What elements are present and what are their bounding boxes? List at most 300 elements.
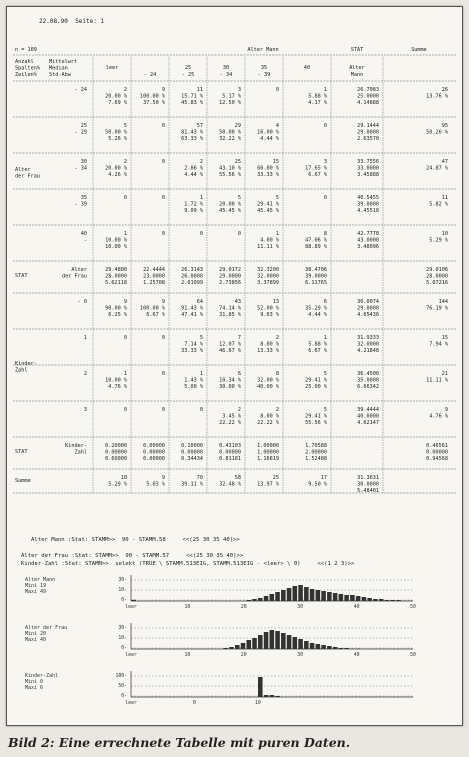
cell-value: 63.33 %	[181, 136, 203, 142]
histogram-bar	[304, 587, 309, 601]
histogram-bar	[293, 586, 298, 601]
sum-value: 50.26 %	[426, 129, 448, 136]
cell-value: 12.50 %	[219, 100, 241, 106]
sum-value: 4.76 %	[429, 413, 448, 420]
stat-cell: 2.00000	[305, 449, 327, 456]
histogram-bar	[310, 589, 315, 601]
y-tick-label: 0-	[121, 646, 127, 651]
sum-value: 5.29 %	[429, 237, 448, 244]
row-label: 1	[83, 335, 87, 341]
histogram-bar	[270, 594, 275, 601]
cell-value: 50.00 %	[219, 129, 241, 136]
stat-value: 6.66342	[357, 384, 379, 390]
column-header: 35	[260, 65, 268, 71]
row-label: 25	[80, 123, 87, 129]
summe-cell: 17	[320, 475, 327, 481]
cell-value: 37.50 %	[143, 100, 165, 106]
histogram-bar	[258, 635, 263, 649]
cell-value: 29.41 %	[305, 377, 327, 384]
cell-value: 12.07 %	[219, 341, 241, 348]
stat-cell: 29.0000	[219, 273, 241, 280]
stat-row-label: Alter	[71, 267, 87, 273]
cell-value: 60.00 %	[257, 165, 279, 172]
cell-value: 29.41 %	[257, 201, 279, 208]
stat-value: 2.63570	[357, 136, 379, 142]
histogram-bar	[258, 677, 263, 697]
cell-value: 13.33 %	[257, 348, 279, 354]
x-tick-label: 30	[297, 653, 304, 658]
histogram-bar	[287, 588, 292, 601]
legend-label: Median	[49, 65, 68, 72]
cell-value: 32.22 %	[219, 136, 241, 142]
cell-value: 0	[123, 335, 127, 341]
histogram-bar	[333, 647, 338, 649]
stat-cell: 0.00000	[181, 449, 203, 456]
stat-cell: 32.3200	[257, 267, 279, 273]
cell-value: 25.00 %	[305, 384, 327, 390]
cell-value: 4	[275, 123, 279, 129]
stat-cell: 38.4706	[305, 267, 327, 273]
stat-cell: 29.0172	[219, 267, 241, 273]
x-tick-label: 0	[193, 701, 196, 706]
cell-value: 5	[275, 195, 279, 201]
block-label: Alter	[15, 167, 31, 173]
cell-value: 5.26 %	[108, 136, 127, 142]
sample-size: n = 109	[15, 47, 37, 53]
cell-value: 4.44 %	[184, 172, 203, 178]
histogram-bar	[298, 639, 303, 649]
cell-value: 10.00 %	[105, 237, 127, 244]
row-label: 30	[80, 159, 87, 165]
cell-value: 6.67 %	[146, 312, 165, 318]
stat-cell: 1.16619	[257, 456, 279, 462]
cell-value: 25	[234, 159, 241, 165]
histogram-bar	[235, 645, 240, 649]
x-tick-label: 10	[255, 701, 261, 706]
stat-cell: 29.0106	[426, 267, 448, 273]
column-header: - 39	[257, 72, 271, 78]
summe-cell: 32.48 %	[219, 481, 241, 488]
cell-value: 9	[161, 299, 165, 305]
histogram-bar	[321, 591, 326, 601]
cell-value: 91.43 %	[181, 305, 203, 312]
cell-value: 5	[123, 123, 127, 129]
cell-value: 33.33 %	[181, 348, 203, 354]
sum-value: 9	[444, 407, 448, 413]
cell-value: 50.00 %	[105, 129, 127, 136]
cell-value: 100.00 %	[140, 305, 165, 312]
stat-cell: 1.00000	[257, 449, 279, 456]
cell-value: 16.00 %	[257, 129, 279, 136]
cell-value: 52.00 %	[257, 305, 279, 312]
sum-value: 21	[441, 371, 448, 377]
cell-value: 46.67 %	[219, 348, 241, 354]
cell-value: 6	[237, 371, 241, 377]
stat-value: 33.0000	[357, 165, 379, 172]
sum-value: 7.94 %	[429, 341, 448, 348]
stat-cell: 23.0000	[143, 273, 165, 280]
x-tick-label: 40	[353, 605, 360, 610]
histogram-bar	[316, 590, 321, 601]
summe-cell: 9.50 %	[308, 481, 327, 488]
cell-value: 5	[323, 371, 327, 377]
sum-value: 24.87 %	[426, 165, 448, 172]
histogram-label: Alter Mann	[25, 577, 56, 583]
cell-value: 9.09 %	[184, 208, 203, 214]
cell-value: 7	[237, 335, 241, 341]
stat-cell: 0.81181	[219, 456, 241, 462]
histogram-bar	[344, 595, 349, 601]
histogram-bar	[223, 648, 228, 649]
cell-value: 3	[323, 159, 327, 165]
y-tick-label: 30-	[118, 578, 127, 583]
cell-value: 0	[161, 195, 165, 201]
stat-cell: 0.20000	[105, 443, 127, 449]
sum-value: 15	[441, 335, 448, 341]
cell-value: 8.00 %	[260, 341, 279, 348]
cell-value: 5	[199, 335, 203, 341]
cell-value: 5.88 %	[308, 341, 327, 348]
stat-row-label: Kinder-	[65, 443, 87, 449]
stat-cell: 1.70588	[305, 443, 327, 449]
stat-cell: 1.25708	[143, 280, 165, 286]
stat-cell: 29.4800	[105, 267, 127, 273]
cell-value: 0	[123, 195, 127, 201]
row-label: 2	[83, 371, 87, 377]
histogram-bar	[385, 600, 390, 601]
stat-value: 30.0074	[357, 299, 379, 305]
stat-value: 25.0000	[357, 93, 379, 100]
cell-value: 2.86 %	[184, 165, 203, 172]
sum-value: 11	[441, 195, 448, 201]
cell-value: 15	[272, 159, 279, 165]
cell-value: 8	[275, 371, 279, 377]
cell-value: 1	[199, 371, 203, 377]
histogram-bar	[287, 635, 292, 649]
cell-value: 45.45 %	[257, 208, 279, 214]
cell-value: 31.85 %	[219, 312, 241, 318]
cell-value: 33.33 %	[257, 172, 279, 178]
cell-value: 4.26 %	[108, 172, 127, 178]
legend-label: Mittelwrt	[49, 59, 78, 65]
stat-value: 40.5455	[357, 195, 379, 201]
stat-value: 3.45888	[357, 172, 379, 178]
cell-value: 6	[323, 299, 327, 305]
stat-value: 40.0000	[357, 413, 379, 420]
legend-label: Anzahl	[15, 59, 34, 65]
stat-value: 39.0000	[357, 201, 379, 208]
stat-value: 32.0000	[357, 341, 379, 348]
row-label: 3	[83, 407, 87, 413]
summe-cell: 58	[234, 475, 241, 481]
stat-cell: 28.0000	[105, 273, 127, 280]
cell-value: 1	[323, 87, 327, 93]
sum-value: 11.11 %	[426, 377, 448, 384]
summe-cell: 10	[120, 475, 127, 481]
stat-cell: 0.00000	[219, 449, 241, 456]
stat-cell: 0.43103	[219, 443, 241, 449]
cell-value: 8.00 %	[260, 413, 279, 420]
stat-cell: 5.62118	[105, 280, 127, 286]
histogram-bar	[293, 637, 298, 649]
legend-label: Std-Abw	[49, 72, 71, 78]
block-label: Summe	[15, 478, 31, 484]
cell-value: 20.00 %	[105, 93, 127, 100]
row-label: 35	[80, 195, 87, 201]
cell-value: 3	[237, 87, 241, 93]
cell-value: 57	[196, 123, 203, 129]
column-header: - 24	[143, 72, 157, 78]
cell-value: 1	[275, 231, 279, 237]
histogram-bar	[264, 632, 269, 649]
block-label: der Frau	[15, 173, 40, 180]
histogram-label: Kinder-Zahl	[25, 673, 59, 679]
histogram-label: Mini 0	[25, 679, 44, 685]
x-tick-label: 10	[184, 605, 191, 610]
histogram-label: Mini 20	[25, 631, 47, 637]
cell-value: 9	[161, 87, 165, 93]
x-tick-label: 50	[410, 605, 416, 610]
stat-value: 26.7083	[357, 87, 379, 93]
column-header: 25	[184, 65, 192, 71]
stat-cell: 39.0000	[305, 273, 327, 280]
legend-label: Spalten%	[15, 65, 40, 72]
histogram-bar	[247, 600, 252, 601]
cell-value: 8	[323, 231, 327, 237]
cell-value: 1.72 %	[184, 201, 203, 208]
summe-stat: 30.0000	[357, 481, 379, 488]
crosstab-table	[13, 43, 456, 499]
sum-value: 26	[441, 87, 448, 93]
cell-value: 0	[323, 195, 327, 201]
cell-value: 22.22 %	[257, 420, 279, 426]
stat-cell: 1.52488	[305, 456, 327, 462]
histogram-bar	[316, 644, 321, 649]
column-header: - 34	[219, 72, 233, 78]
histogram-bar	[270, 695, 275, 697]
cell-value: 5	[237, 195, 241, 201]
row-label: - 39	[74, 201, 87, 208]
stat-row-label: Zahl	[74, 449, 87, 456]
block-label: Kinder-	[15, 361, 37, 367]
x-tick-label: leer	[125, 701, 137, 706]
stat-value: 39.4444	[357, 407, 379, 413]
cell-value: 0	[123, 407, 127, 413]
block-label: STAT	[15, 273, 28, 279]
cell-value: 0	[199, 231, 203, 237]
histogram-label: Maxi 6	[25, 685, 44, 691]
cell-value: 22.22 %	[219, 420, 241, 426]
cell-value: 47.06 %	[305, 237, 327, 244]
histogram-bar	[333, 593, 338, 601]
histogram-label: Mini 19	[25, 583, 47, 589]
summe-stat: 31.3631	[357, 475, 379, 481]
histogram-bar	[339, 594, 344, 601]
column-variable-title: Alter Mann	[247, 47, 279, 53]
summe-column-title: Summe	[411, 47, 427, 53]
cell-value: 1	[199, 195, 203, 201]
histogram-bar	[344, 648, 349, 649]
y-tick-label: 50-	[118, 684, 127, 689]
cell-value: 64	[196, 299, 203, 305]
stat-value: 3.48096	[357, 244, 379, 250]
histogram-label: Maxi 40	[25, 637, 47, 643]
stat-value: 36.4500	[357, 371, 379, 377]
cell-value: 88.89 %	[305, 244, 327, 250]
cell-value: 29.41 %	[305, 413, 327, 420]
cell-value: 55.56 %	[219, 172, 241, 178]
cell-value: 6.25 %	[108, 312, 127, 318]
histogram-bar	[247, 640, 252, 649]
stat-value: 35.0000	[357, 377, 379, 384]
sum-value: 47	[441, 159, 448, 165]
stat-cell: 2.73856	[219, 280, 241, 286]
cell-value: 4.44 %	[260, 136, 279, 142]
cell-value: 43.10 %	[219, 165, 241, 172]
summe-cell: 5.29 %	[108, 481, 127, 488]
sum-value: 10	[441, 231, 448, 237]
histogram-bar	[252, 638, 257, 649]
histogram-bar	[339, 648, 344, 649]
histogram-bar	[373, 599, 378, 601]
cell-value: 6.67 %	[308, 172, 327, 178]
cell-value: 0	[161, 231, 165, 237]
column-header: Mann	[350, 72, 364, 78]
legend-label: Zeilen%	[15, 72, 37, 78]
cell-value: 9	[123, 299, 127, 305]
column-header: leer	[105, 65, 119, 71]
sum-value: 76.19 %	[426, 305, 448, 312]
histogram-bar	[356, 596, 361, 601]
stat-value: 4.45518	[357, 208, 379, 214]
x-tick-label: 40	[353, 653, 360, 658]
histogram-bar	[298, 585, 303, 601]
stat-cell: 2.01099	[181, 280, 203, 286]
cell-value: 0	[161, 123, 165, 129]
stat-value: 33.7556	[357, 159, 379, 165]
histogram-bar	[258, 598, 263, 601]
cell-value: 45.45 %	[219, 208, 241, 214]
stat-cell: 1.00000	[257, 443, 279, 449]
cell-value: 100.00 %	[140, 93, 165, 100]
stat-cell: 0.94568	[426, 456, 448, 462]
cell-value: 0	[199, 407, 203, 413]
stat-value: 4.21848	[357, 348, 379, 354]
stat-value: 43.0000	[357, 237, 379, 244]
cell-value: 0	[323, 123, 327, 129]
stat-cell: 3.37899	[257, 280, 279, 286]
cell-value: 29	[234, 123, 241, 129]
y-tick-label: 100-	[115, 674, 127, 679]
page-number: Seite: 1	[75, 18, 105, 25]
histogram-bar	[396, 600, 401, 601]
histogram-bar	[275, 696, 280, 697]
cell-value: 30.00 %	[219, 384, 241, 390]
cell-value: 2	[275, 407, 279, 413]
sum-value: 13.76 %	[426, 93, 448, 100]
cell-value: 90.00 %	[105, 305, 127, 312]
cell-value: 35.29 %	[305, 305, 327, 312]
cell-value: 11.11 %	[257, 244, 279, 250]
histogram-bar	[362, 597, 367, 601]
histogram-bar	[327, 592, 332, 601]
column-header: Alter	[349, 65, 365, 71]
stat-row-label: der Frau	[62, 273, 87, 280]
cell-value: 47.41 %	[181, 312, 203, 318]
stat-cell: 0.00000	[143, 443, 165, 449]
summe-cell: 25	[272, 475, 279, 481]
stat-cell: 26.3143	[181, 267, 203, 273]
cell-value: 0	[275, 87, 279, 93]
histogram-bar	[275, 592, 280, 601]
histogram-bar	[390, 600, 395, 601]
summe-cell: 9	[161, 475, 165, 481]
stat-cell: 5.07216	[426, 280, 448, 286]
cell-value: 74.14 %	[219, 305, 241, 312]
stat-value: 4.65436	[357, 312, 379, 318]
stat-value: 29.0000	[357, 129, 379, 136]
crosstab-svg	[13, 43, 456, 495]
histogram-bar	[270, 630, 275, 649]
cell-value: 0	[161, 335, 165, 341]
stat-cell: 22.4444	[143, 267, 165, 273]
cell-value: 5.88 %	[308, 93, 327, 100]
cell-value: 10.00 %	[105, 244, 127, 250]
cell-value: 1	[323, 335, 327, 341]
stat-value: 29.1444	[357, 123, 379, 129]
column-header: - 25	[181, 72, 195, 78]
cell-value: 0	[161, 407, 165, 413]
cell-value: 15.71 %	[181, 93, 203, 100]
cell-value: 20.00 %	[219, 201, 241, 208]
x-tick-label: 20	[240, 653, 247, 658]
summe-stat: 5.48401	[357, 488, 379, 494]
x-tick-label: leer	[125, 605, 137, 610]
histogram-bar	[281, 633, 286, 649]
cell-value: 9.63 %	[260, 312, 279, 318]
row-label: -	[83, 237, 87, 244]
stat-value: 4.62147	[357, 420, 379, 426]
histogram-bar	[327, 646, 332, 649]
histogram-bar	[241, 643, 246, 649]
cell-value: 1.43 %	[184, 377, 203, 384]
stat-value: 31.9333	[357, 335, 379, 341]
histogram-bar	[229, 647, 234, 649]
cell-value: 2	[123, 87, 127, 93]
cell-value: 10.00 %	[105, 377, 127, 384]
cell-value: 2	[237, 407, 241, 413]
cell-value: 1	[123, 231, 127, 237]
histogram-label: Maxi 49	[25, 589, 47, 595]
y-tick-label: 30-	[118, 626, 127, 631]
stat-value: 42.7778	[357, 231, 379, 237]
stat-cell: 32.0000	[257, 273, 279, 280]
cell-value: 2	[275, 335, 279, 341]
stat-cell: 0.00000	[143, 449, 165, 456]
stat-cell: 0.60000	[105, 456, 127, 462]
histogram-label: Alter der Frau	[25, 625, 68, 631]
cell-value: 13	[272, 299, 279, 305]
cell-value: 11	[196, 87, 203, 93]
stat-cell: 0.10000	[181, 443, 203, 449]
row-label: - 34	[74, 165, 87, 172]
histogram-bar	[252, 599, 257, 601]
sum-value: 144	[438, 299, 448, 305]
print-date: 22.08.90	[39, 18, 68, 25]
summe-cell: 70	[196, 475, 203, 481]
cell-value: 43	[234, 299, 241, 305]
stat-cell: 0.00000	[105, 449, 127, 456]
